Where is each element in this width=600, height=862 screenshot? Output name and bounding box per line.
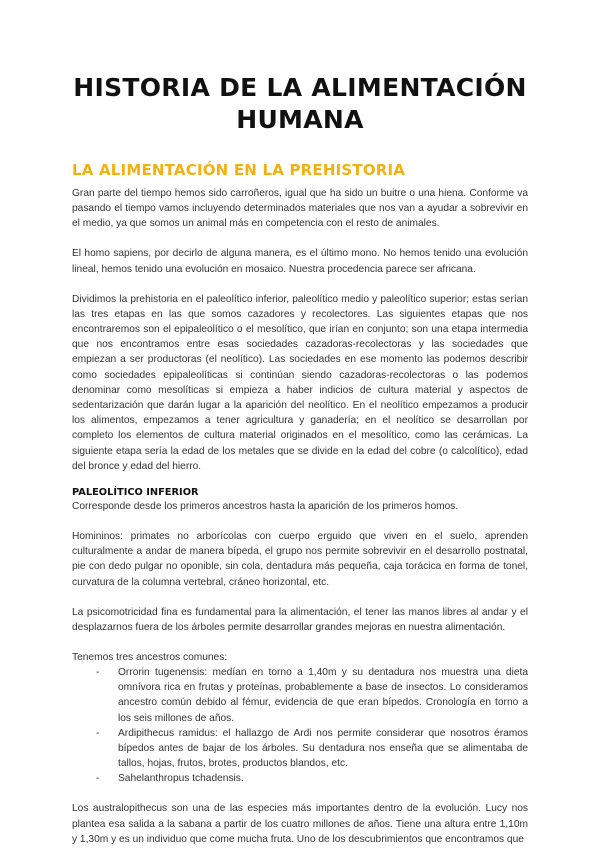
subsection-intro: Corresponde desde los primeros ancestros hasta la aparición de los primeros homos.	[72, 501, 459, 513]
list-item: - Ardipithecus ramidus: el hallazgo de Ardi nos permite considerar que nosotros éramos bípedos antes de bajar de los árboles. Su dentadura nos enseña que se alimentaba de tallos, hojas, frutos, brotes, productos blandos, etc.	[118, 726, 528, 772]
section-heading: LA ALIMENTACIÓN EN LA PREHISTORIA	[72, 161, 406, 179]
paragraph: Gran parte del tiempo hemos sido carroñeros, igual que ha sido un buitre o una hiena. Conforme va pasando el tiempo vamos incluyendo determinados materiales que nos van a ayudar a sobrevivir en el medio, ya que somos un animal más en competencia con el resto de animales.	[72, 188, 528, 230]
subsection-heading: PALEOLÍTICO INFERIOR	[72, 487, 199, 499]
page-title: HISTORIA DE LA ALIMENTACIÓN HUMANA	[73, 73, 527, 134]
paragraph: Homininos: primates no arborícolas con cuerpo erguido que viven en el suelo, aprenden culturalmente a andar de manera bípeda, el grupo nos permite sobrevivir en el desarrollo postnatal, pie con dedo pulgar no oponible, sin cola, dentadura más pequeña, caja torácica en forma de tonel, curvatura de la columna vertebral, cráneo horizontal, etc.	[72, 531, 528, 588]
paragraph: La psicomotricidad fina es fundamental para la alimentación, el tener las manos libres al andar y el desplazarnos fuera de los árboles permite desarrollar grandes mejoras en nuestra alimentación.	[72, 606, 528, 633]
list-intro: Tenemos tres ancestros comunes:	[72, 651, 228, 663]
paragraph: Los australopithecus son una de las especies más importantes dentro de la evolución. Lucy nos plantea esa salida a la sabana a partir de los cuatro millones de años. Tiene una altura entre 1,10m y 1,30m y es un individuo que come mucha fruta. Uno de los descubrimientos que encontramos que	[72, 803, 528, 845]
paragraph: El homo sapiens, por decirlo de alguna manera, es el último mono. No hemos tenido una evolución lineal, hemos tenido una evolución en mosaico. Nuestra procedencia parece ser africana.	[72, 248, 528, 275]
list-item: - Orrorin tugenensis: medían en torno a 1,40m y su dentadura nos muestra una dieta omnívora rica en frutas y proteínas, probablemente a base de insectos. Lo consideramos ancestro común debido al fémur, evidencia de que eran bípedos. Cronología en torno a los seis millones de años.	[118, 665, 528, 726]
ancestors-list	[72, 665, 528, 787]
paragraph: Dividimos la prehistoria en el paleolítico inferior, paleolítico medio y paleolítico superior; estas serían las tres etapas en las que somos cazadores y recolectores. Las siguientes etapas que nos encontraremos son el epipaleolítico o el mesolítico, que irían en conjunto; son una etapa intermedia que nos encontramos entre esas sociedades cazadoras-recolectoras y las sociedades que empiezan a ser productoras (el neolítico). Las sociedades en ese momento las podemos describir como sociedades epipaleolíticas si continúan siendo cazadoras-recolectoras o las podemos denominar como mesolíticas si empieza a haber indicios de cultura material y aspectos de sedentarización que darán lugar a la aparición del neolítico. En el neolítico empezamos a producir los alimentos, empezamos a tener agricultura y ganadería; en el neolítico se desarrollan por completo los elementos de cultura material originados en el mesolítico, como las cerámicas. La siguiente etapa sería la edad de los metales que se divide en la edad del cobre (o calcolítico), edad del bronce y edad del hierro.	[72, 293, 528, 472]
list-item: - Sahelanthropus tchadensis.	[118, 771, 528, 786]
document-body	[72, 186, 528, 862]
